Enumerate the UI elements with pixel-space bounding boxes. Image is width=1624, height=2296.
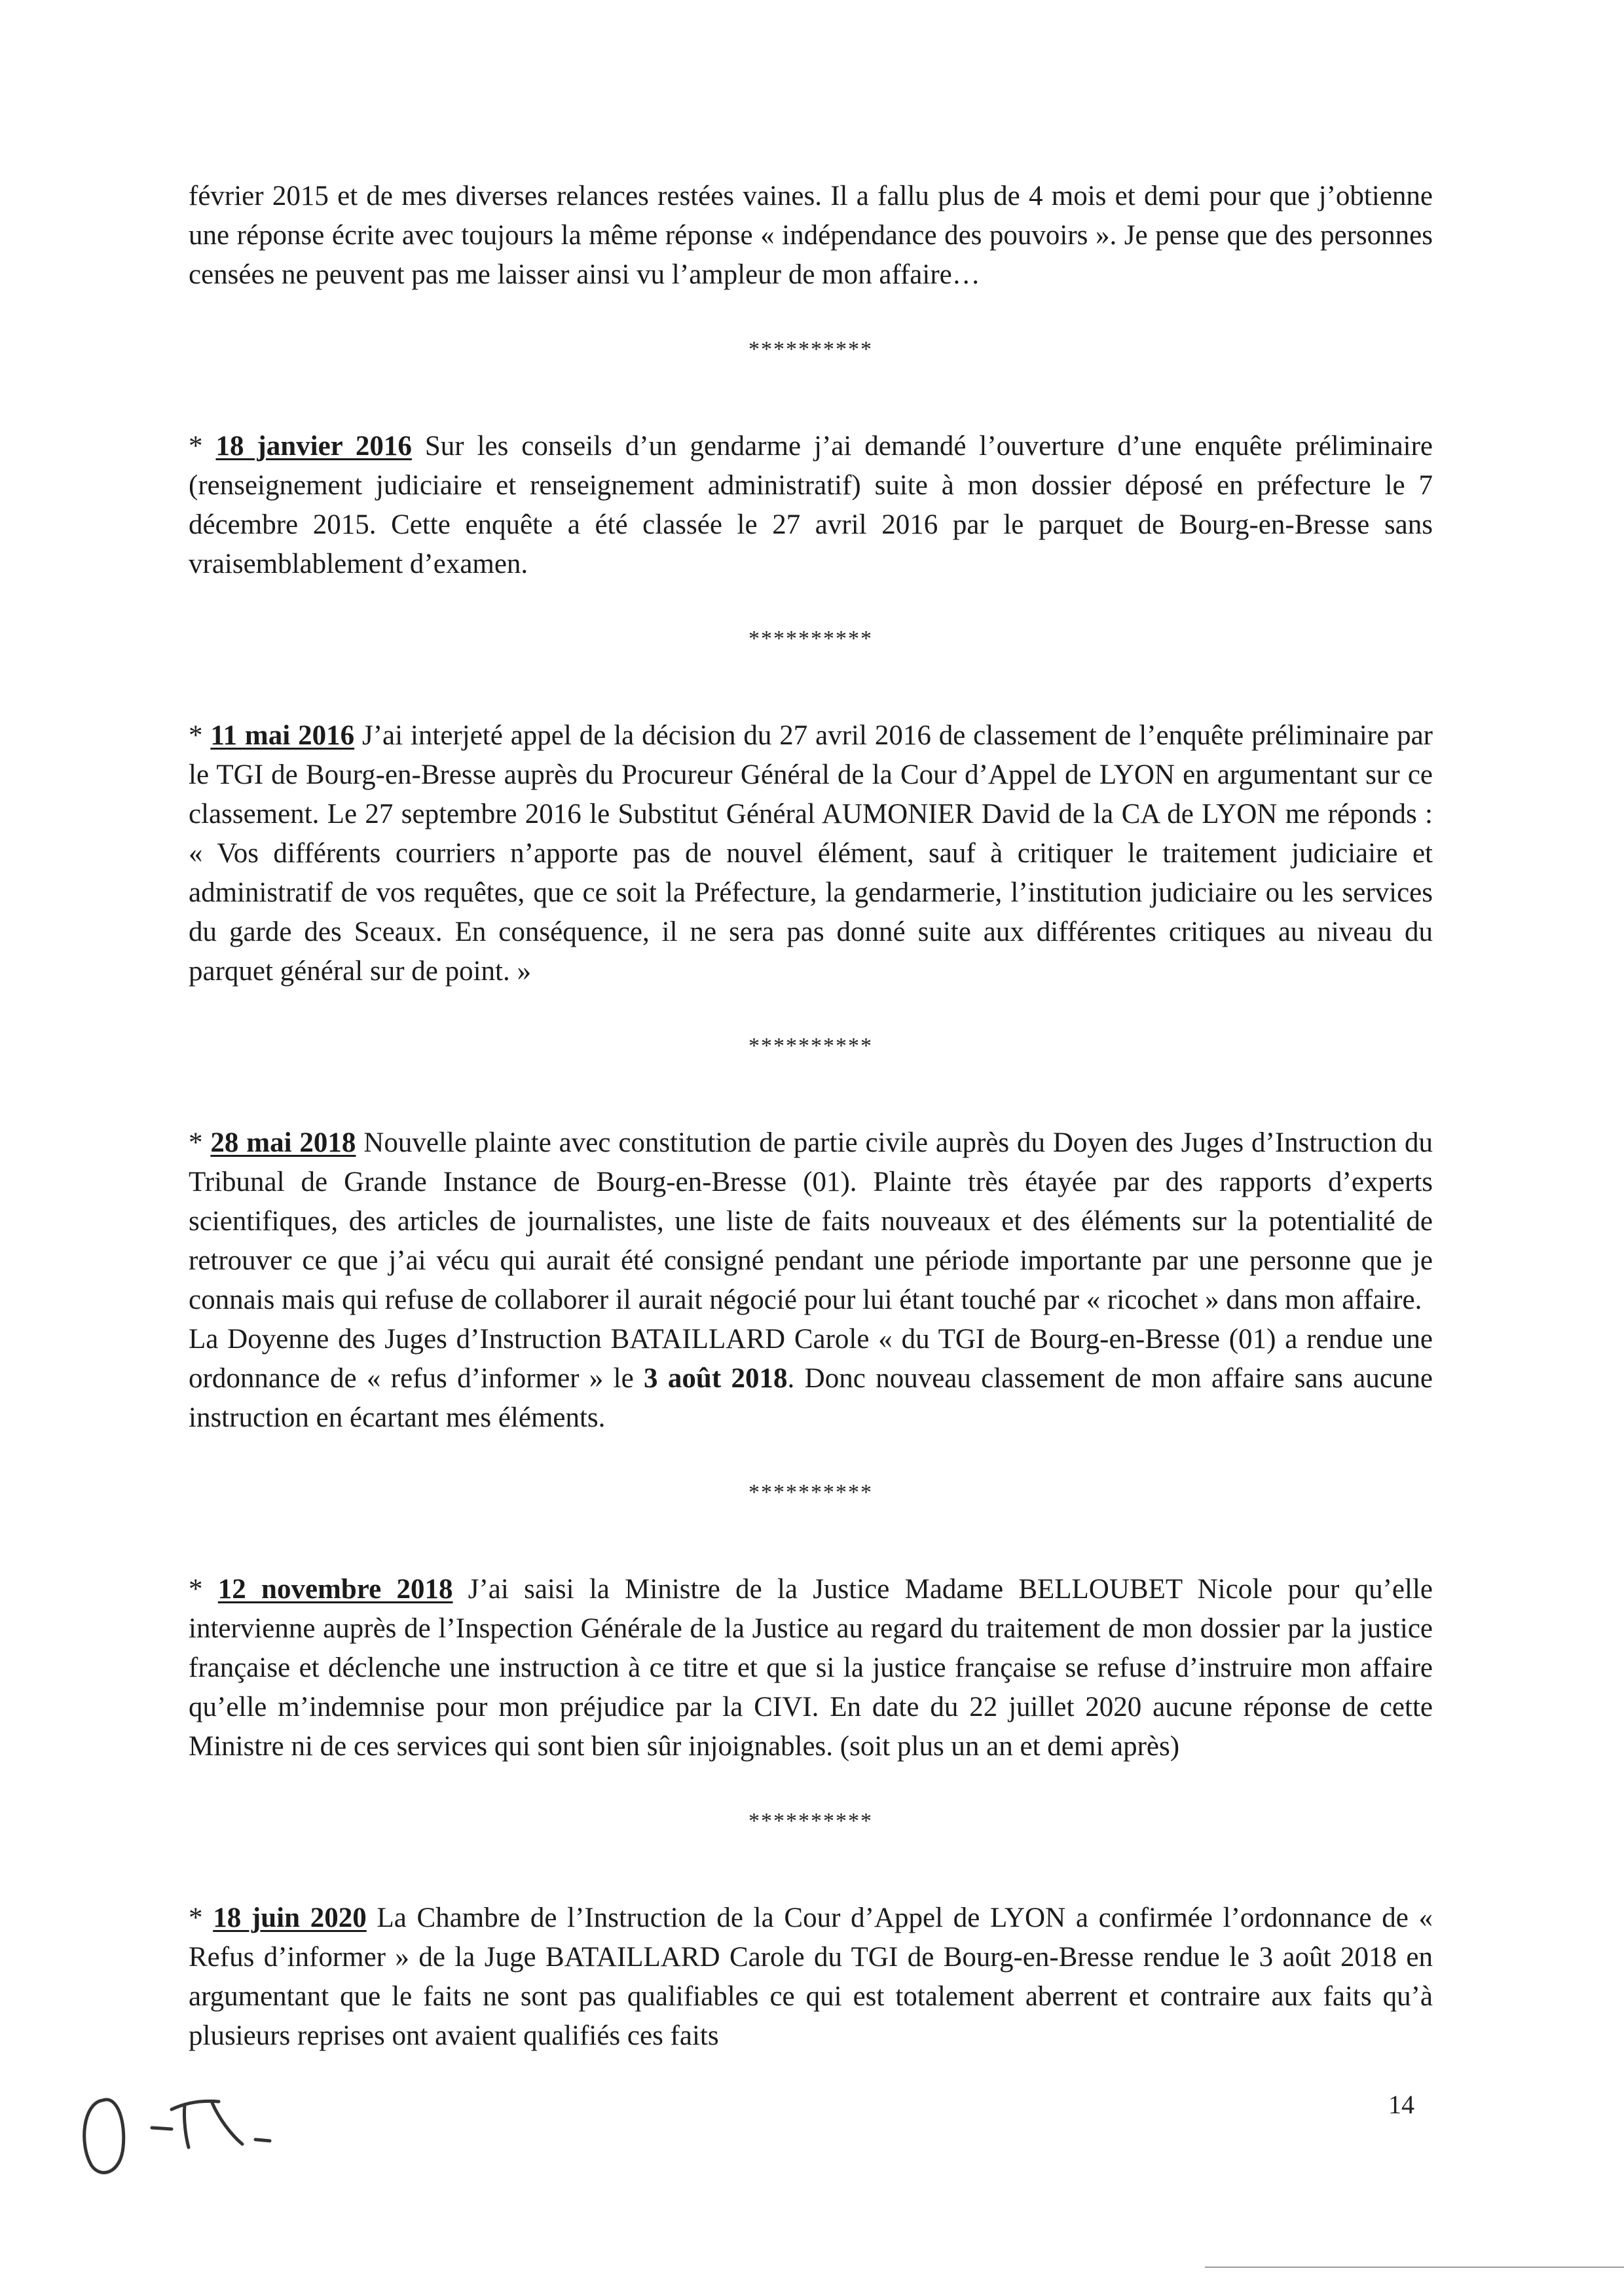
page-number: 14 (1388, 2090, 1414, 2119)
entry-date: 12 novembre 2018 (217, 1574, 453, 1605)
entry-date: 28 mai 2018 (210, 1127, 356, 1158)
entry-text: La Chambre de l’Instruction de la Cour d’Appel de LYON a confirmée l’ordonnance de « Refus d’informer » de la Juge BATAILLARD Carole du TGI de Bourg-en-Bresse rendue le 3 août 2018 en argumentant que le faits ne sont pas qualifiables ce qui est totalement aberrent et contraire aux faits qu’à plusieurs reprises ont avaient qualifiés ces faits (189, 1903, 1433, 2051)
entry-paragraph (189, 716, 1433, 991)
section-separator: ********** (748, 627, 873, 651)
section-separator: ********** (748, 337, 873, 361)
document-body (189, 177, 1433, 2056)
entry-text: J’ai saisi la Ministre de la Justice Madame BELLOUBET Nicole pour qu’elle intervienne auprès de l’Inspection Générale de la Justice au regard du traitement de mon dossier par la justice française et déclenche une instruction à ce titre et que si la justice française se refuse d’instruire mon affaire qu’elle m’indemnise pour mon préjudice par la CIVI. En date du 22 juillet 2020 aucune réponse de cette Ministre ni de ces services qui sont bien sûr injoignables. (soit plus un an et demi après) (189, 1574, 1433, 1762)
continuation-text-end: . Donc nouveau classement de mon affaire sans aucune instruction en écartant mes éléments. (189, 1363, 1433, 1433)
intro-paragraph: février 2015 et de mes diverses relances restées vaines. Il a fallu plus de 4 mois et demi pour que j’obtienne une réponse écrite avec toujours la même réponse « indépendance des pouvoirs ». Je pense que des personnes censées ne peuvent pas me laisser ainsi vu l’ampleur de mon affaire… (189, 181, 1433, 290)
entry-paragraph (189, 1570, 1433, 1766)
entry-date: 18 janvier 2016 (215, 431, 412, 462)
handwritten-annotation (73, 2082, 283, 2180)
entry-text: J’ai interjeté appel de la décision du 27 avril 2016 de classement de l’enquête préliminaire par le TGI de Bourg-en-Bresse auprès du Procureur Général de la Cour d’Appel de LYON en argumentant sur ce classement. Le 27 septembre 2016 le Substitut Général AUMONIER David de la CA de LYON me réponds : « Vos différents courriers n’apporte pas de nouvel élément, sauf à critiquer le traitement judiciaire et administratif de vos requêtes, que ce soit la Préfecture, la gendarmerie, l’institution judiciaire ou les services du garde des Sceaux. En conséquence, il ne sera pas donné suite aux différentes critiques au niveau du parquet général sur de point. » (189, 720, 1433, 987)
entry-text: Sur les conseils d’un gendarme j’ai demandé l’ouverture d’une enquête préliminaire (renseignement judiciaire et renseignement administratif) suite à mon dossier déposé en préfecture le 7 décembre 2015. Cette enquête a été classée le 27 avril 2016 par le parquet de Bourg-en-Bresse sans vraisemblablement d’examen. (189, 431, 1433, 579)
entry-text: Nouvelle plainte avec constitution de partie civile auprès du Doyen des Juges d’Instruction du Tribunal de Grande Instance de Bourg-en-Bresse (01). Plainte très étayée par des rapports d’experts scientifiques, des articles de journalistes, une liste de faits nouveaux et des éléments sur la potentialité de retrouver ce que j’ai vécu qui aurait été consigné pendant une période importante par une personne que je connais mais qui refuse de collaborer il aurait négocié pour lui étant touché par « ricochet » dans mon affaire. (189, 1127, 1433, 1315)
entry-paragraph (189, 427, 1433, 584)
entry-paragraph (189, 1899, 1433, 2056)
section-separator: ********** (748, 1480, 873, 1504)
entry-paragraph (189, 1123, 1433, 1320)
section-separator: ********** (748, 1809, 873, 1833)
entry-marker: * (189, 431, 216, 462)
scan-edge-line (1205, 2267, 1624, 2268)
entry-marker: * (189, 1127, 211, 1158)
entry-continuation-paragraph (189, 1320, 1433, 1438)
continuation-text: La Doyenne des Juges d’Instruction BATAILLARD Carole « du TGI de Bourg-en-Bresse (01) a rendue une ordonnance de « refus d’informer » le (189, 1324, 1433, 1394)
entry-date: 11 mai 2016 (210, 720, 355, 751)
continuation-bold-date: 3 août 2018 (644, 1363, 788, 1394)
entry-marker: * (189, 720, 211, 751)
section-separator: ********** (748, 1034, 873, 1058)
entry-date: 18 juin 2020 (213, 1903, 367, 1933)
entry-marker: * (189, 1574, 218, 1605)
entry-marker: * (189, 1903, 213, 1933)
